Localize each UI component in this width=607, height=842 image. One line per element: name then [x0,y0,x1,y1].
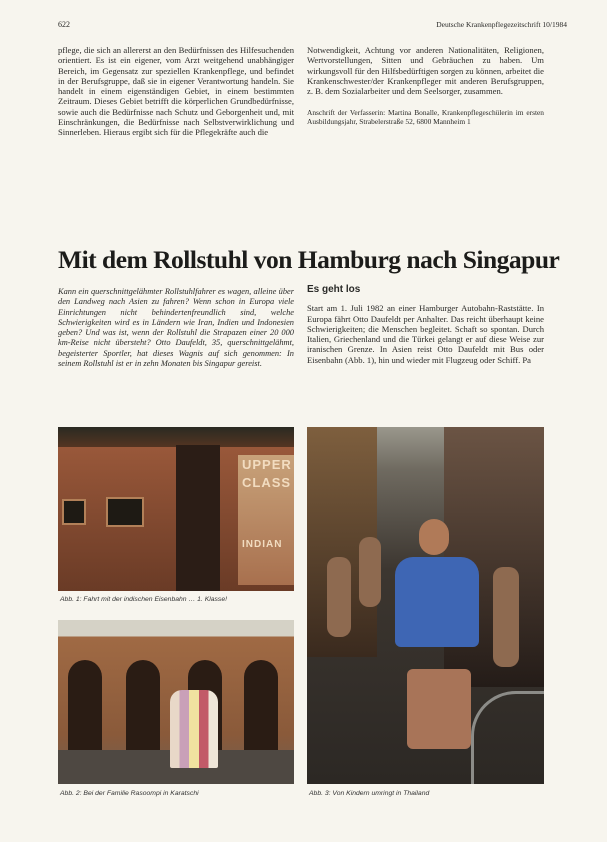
legs [407,669,471,749]
head [419,519,449,555]
man-in-wheelchair [389,519,485,759]
top-right-column [307,45,544,126]
child [493,567,519,667]
article-title: Mit dem Rollstuhl von Hamburg nach Singapur [58,245,560,274]
sign-indian: INDIAN [242,539,283,550]
body-paragraph: pflege, die sich an allererst an den Bedürfnissen des Hilfesuchenden orientiert. Es ist ein eigener, vom Arzt weitgehend unabhängiger Bereich, im Gegensatz zur speziellen Krankenpflege, und befindet in der Berufsgruppe, daß sie in eigener Verantwortung handeln. Sie handelt in einem eigenständigen Gebiet, in einem bestimmten Zeitraum. Dieses Gebiet betrifft die körperlichen Grundbedürfnisse, sowie auch die Bedürfnisse nach Schutz und Geborgenheit und, mit Einschränkungen, die Bedürfnisse nach Selbstverwirklichung und Sinnerleben. Hieraus ergibt sich für die Pflegekräfte auch die [58,45,294,138]
carriage-window [106,497,144,527]
carriage-door [176,445,220,591]
author-address: Anschrift der Verfasserin: Martina Bonalle, Krankenpflegeschülerin im ersten Ausbildungsjahr, Strabelerstraße 52, 6800 Mannheim 1 [307,108,544,127]
section-text: Start am 1. Juli 1982 an einer Hamburger Autobahn-Raststätte. In Europa fährt Otto Daufeldt per Anhalter. Das reicht überhaupt keine Schwierigkeiten; die Menschen begleitet. Schaft so spontan. Durch Italien, Griechenland und die Türkei gelangt er auf diese Weise zur iranischen Grenze. In Asien reist Otto Daufeldt mit Bus oder Eisenbahn (Abb. 1), hin und wieder mit Flugzeug oder Schiff. Pa [307,303,544,365]
figure-2-caption: Abb. 2: Bei der Familie Rasoompi in Karatschi [60,790,199,797]
arch [68,660,102,750]
arch [126,660,160,750]
figure-3-caption: Abb. 3: Von Kindern umringt in Thailand [309,790,430,797]
photo-street-children [307,427,544,784]
family-group [170,690,218,768]
running-head: Deutsche Krankenpflegezeitschrift 10/1984 [436,20,567,29]
article-section [307,285,544,365]
article-intro [58,287,294,369]
photo-arcade-family [58,620,294,784]
child [327,557,351,637]
wheelchair-wheel [471,691,544,784]
page-number: 622 [58,20,70,29]
sign-upper: UPPER [242,457,292,472]
body-paragraph: Notwendigkeit, Achtung vor anderen Nationalitäten, Religionen, Wertvorstellungen, Sitten und Gebräuchen zu haben. Um wirkungsvoll für den Hilfsbedürftigen sorgen zu können, arbeitet die Krankenschwester/der Krankenpfleger mit anderen Berufsgruppen, z. B. dem Sozialarbeiter und dem Seelsorger, zusammen. [307,45,544,97]
shirt [395,557,479,647]
figure-1-caption: Abb. 1: Fahrt mit der indischen Eisenbahn … 1. Klasse! [60,596,227,603]
section-heading: Es geht los [307,284,361,295]
photo-railway-carriage [58,427,294,591]
sign-class: CLASS [242,475,292,490]
top-left-column [58,45,294,138]
intro-text: Kann ein querschnittgelähmter Rollstuhlfahrer es wagen, alleine über den Landweg nach Asien zu fahren? Wenn schon in Europa viele Einrichtungen nicht behindertenfreundlich sind, welche Schwierigkeiten wird es in Ländern wie Iran, Indien und Indonesien geben? Und was ist, wenn der Rollstuhl die Strapazen einer 20 000 km-Reise nicht übersteht? Otto Daufeldt, 35, querschnittgelähmt, begeisterter Sportler, hat dieses Wagnis auf sich genommen: In seinem Rollstuhl ist er in zehn Monaten bis Singapur gereist. [58,287,294,369]
arch [244,660,278,750]
carriage-window [62,499,86,525]
child [359,537,381,607]
